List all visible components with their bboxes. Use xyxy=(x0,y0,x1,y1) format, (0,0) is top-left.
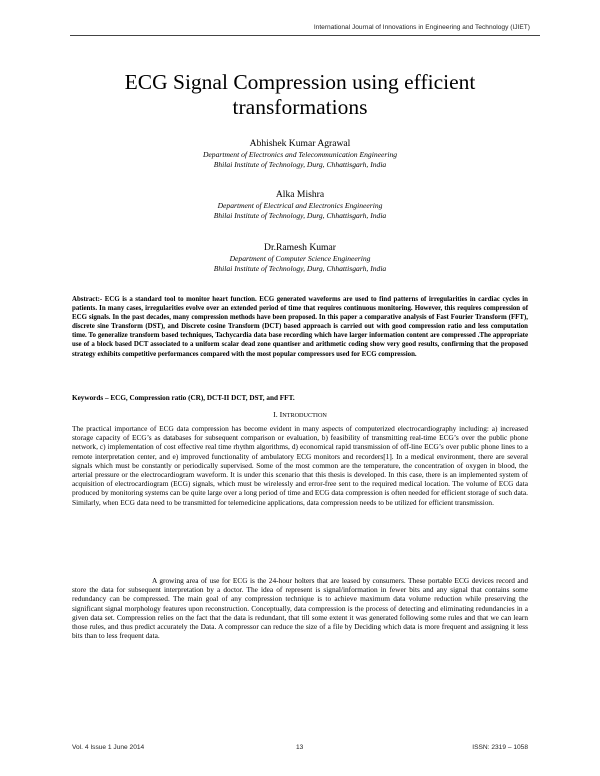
title-line-1: ECG Signal Compression using efficient xyxy=(124,70,476,94)
author-3 xyxy=(60,242,540,274)
section-title-rest: NTRODUCTION xyxy=(282,412,327,419)
paper-title xyxy=(60,70,540,120)
author-institution: Bhilai Institute of Technology, Durg, Chhattisgarh, India xyxy=(213,211,387,220)
author-institution: Bhilai Institute of Technology, Durg, Chhattisgarh, India xyxy=(213,160,387,169)
author-name: Alka Mishra xyxy=(275,189,325,200)
section-title-first: I xyxy=(279,410,283,419)
abstract: Abstract:- ECG is a standard tool to monitor heart function. ECG generated waveforms are used to find patterns of irregularities in cardiac cycles in patients. In many cases, irregularities evolve over an extended period of time that requires continuous monitoring. However, this requires compression of ECG signals. In the past decades, many compression methods have been proposed. In this paper a comparative analysis of Fast Fourier Transform (FFT), discrete sine Transform (DST), and Discrete cosine Transform (DCT) based approach is carried out with good compression ratio and less computation time. To generalize transform based techniques, Tachycardia data base recording which have larger information content are compressed .The appropriate use of a block based DCT associated to a uniform scalar dead zone quantiser and arithmetic coding show very good results, confirming that the proposed strategy exhibits competitive performances compared with the most popular compressors used for ECG compression. xyxy=(72,296,528,358)
author-name: Dr.Ramesh Kumar xyxy=(264,242,336,253)
footer-page-number: 13 xyxy=(296,744,304,751)
footer-issn: ISSN: 2319 – 1058 xyxy=(472,744,528,751)
footer-volume: Vol. 4 Issue 1 June 2014 xyxy=(72,744,145,751)
intro-paragraph-1: The practical importance of ECG data compression has become evident in many aspects of computerized electrocardiography including: a) increased storage capacity of ECG’s as databases for subsequent comparison or evaluation, b) feasibility of transmitting real-time ECG’s over the public phone network, c) implementation of cost effective real time rhythm algorithms, d) economical rapid transmission of off-line ECG’s over public phone lines to a remote interpretation center, and e) improved functionality of ambulatory ECG monitors and recorders[1]. In a medical environment, there are several signals which must be constantly or periodically supervised. Some of the most common are the temperature, the concentration of oxygen in blood, the arterial pressure or the electrocardiogram waveform. It is under this scenario that this thesis is developed. In this case, there is an implemented system of acquisition of electrocardiogram (ECG) signals, which must be wirelessly and error-free sent to the required medical location. The volume of ECG data produced by monitoring systems can be quite large over a long period of time and ECG data compression is often needed for efficient storage of such data. Similarly, when ECG data need to be transmitted for telemedicine applications, data compression needs to be utilized for efficient transmission. xyxy=(72,424,528,507)
author-department: Department of Computer Science Engineering xyxy=(229,254,371,263)
header-rule xyxy=(70,35,540,36)
author-2 xyxy=(60,189,540,221)
author-department: Department of Electronics and Telecommunication Engineering xyxy=(202,150,398,159)
section-numeral: I. xyxy=(273,410,278,419)
author-department: Department of Electrical and Electronics Engineering xyxy=(217,201,383,210)
author-1 xyxy=(60,138,540,170)
section-heading-introduction xyxy=(60,410,540,419)
keywords: Keywords – ECG, Compression ratio (CR), DCT-II DCT, DST, and FFT. xyxy=(72,394,295,402)
intro-paragraph-2: A growing area of use for ECG is the 24-hour holters that are leased by consumers. These portable ECG devices record and store the data for subsequent interpretation by a doctor. The idea of represent is signal/information in fewer bits and any signal that contains some redundancy can be compressed. The main goal of any compression technique is to achieve maximum data volume reduction while preserving the significant signal morphology features upon reconstruction. Conceptually, data compression is the process of detecting and eliminating redundancies in a given data set. Compression relies on the fact that the data is redundant, that till some extent it was generated following some rules and that we can learn those rules, and thus predict accurately the Data. A compressor can reduce the size of a file by Deciding which data is more frequent and assigning it less bits than to less frequent data. xyxy=(72,576,528,641)
author-name: Abhishek Kumar Agrawal xyxy=(249,138,351,149)
author-institution: Bhilai Institute of Technology, Durg, Chhattisgarh, India xyxy=(213,264,387,273)
journal-header: International Journal of Innovations in Engineering and Technology (IJIET) xyxy=(313,24,530,31)
title-line-2: transformations xyxy=(232,95,368,119)
